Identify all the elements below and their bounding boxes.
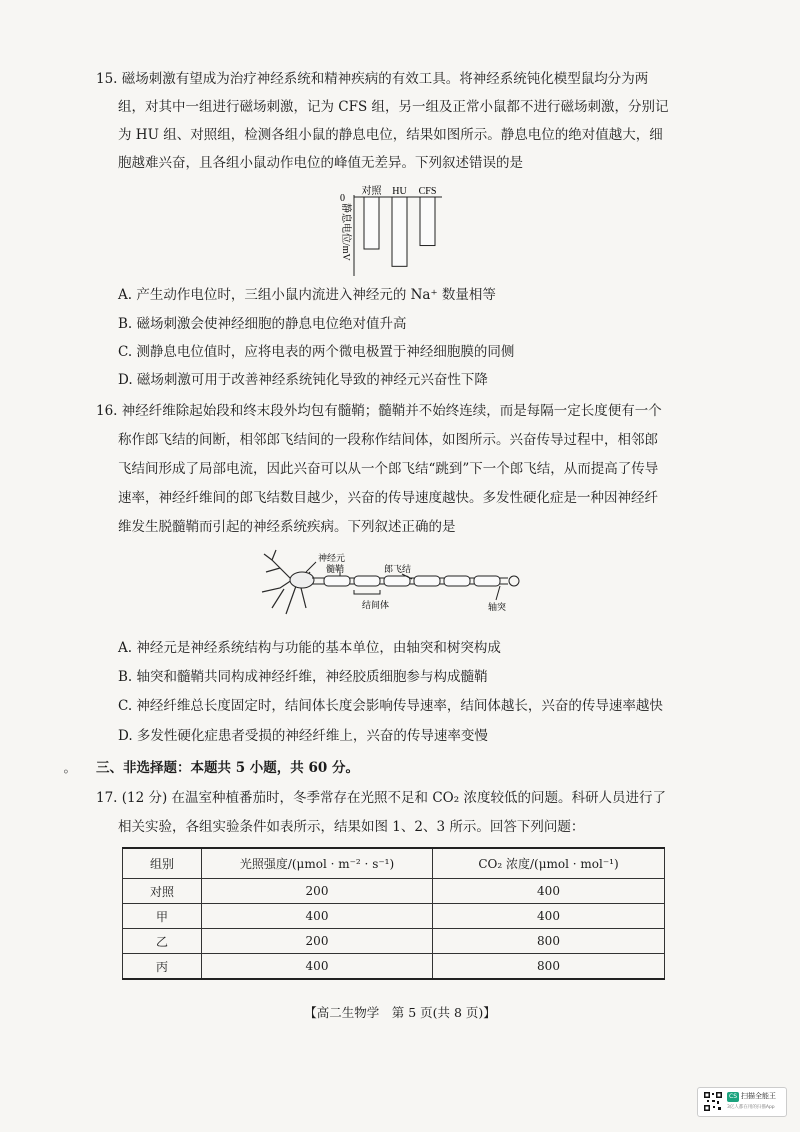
q17-line-2: 相关实验，各组实验条件如表所示，结果如图 1、2、3 所示。回答下列问题： — [118, 819, 585, 835]
neuron-diagram — [250, 548, 540, 622]
conditions-table — [122, 847, 665, 980]
internode-bracket — [354, 590, 380, 594]
bar-2 — [420, 197, 435, 246]
q15-option-b: B. 磁场刺激会使神经细胞的静息电位绝对值升高 — [118, 316, 407, 332]
label-internode: 结间体 — [362, 601, 390, 611]
cell-group: 乙 — [123, 929, 202, 954]
q15-line-2: 组，对其中一组进行磁场刺激，记为 CFS 组，另一组及正常小鼠都不进行磁场刺激，分别记 — [118, 99, 669, 115]
cell-light: 400 — [202, 954, 433, 980]
qr-code-icon — [703, 1091, 723, 1112]
category-label-1: HU — [392, 186, 407, 197]
q16-line-3: 飞结间形成了局部电流，因此兴奋可以从一个郎飞结“跳到”下一个郎飞结，从而提高了传导 — [118, 461, 659, 477]
category-label-0: 对照 — [361, 186, 382, 197]
category-label-2: CFS — [418, 186, 437, 197]
cs-logo: CS — [729, 1093, 737, 1100]
q17-line-1: 17. (12 分) 在温室种植番茄时，冬季常存在光照不足和 CO₂ 浓度较低的问题。科研人员进行了 — [96, 790, 666, 806]
q15-line-1: 15. 磁场刺激有望成为治疗神经系统和精神疾病的有效工具。将神经系统钝化模型鼠均分为两 — [96, 71, 649, 87]
q16-line-1: 16. 神经纤维除起始段和终末段外均包有髓鞘；髓鞘并不始终连续，而是每隔一定长度便有一个 — [96, 403, 662, 419]
q15-option-c: C. 测静息电位值时，应将电表的两个微电极置于神经细胞膜的同侧 — [118, 344, 515, 360]
q16-option-a: A. 神经元是神经系统结构与功能的基本单位，由轴突和树突构成 — [118, 640, 501, 656]
label-node: 郎飞结 — [384, 565, 412, 575]
section-title: 三、非选择题：本题共 5 小题，共 60 分。 — [96, 760, 359, 776]
q15-option-a: A. 产生动作电位时，三组小鼠内流进入神经元的 Na⁺ 数量相等 — [118, 287, 496, 303]
header-group: 组别 — [123, 848, 202, 879]
table-header-row — [123, 848, 665, 879]
myelin-segment — [384, 576, 410, 586]
q16-line-4: 速率，神经纤维间的郎飞结数目越少，兴奋的传导速度越快。多发性硬化症是一种因神经纤 — [118, 490, 658, 506]
cell-light: 400 — [202, 904, 433, 929]
chart-ylabel: 静息电位/mV — [340, 203, 351, 261]
cell-co2: 400 — [433, 904, 665, 929]
q15-line-3: 为 HU 组、对照组，检测各组小鼠的静息电位，结果如图所示。静息电位的绝对值越大，细 — [118, 127, 663, 143]
cell-group: 丙 — [123, 954, 202, 980]
myelin-segment — [354, 576, 380, 586]
cell-group: 对照 — [123, 879, 202, 904]
cell-group: 甲 — [123, 904, 202, 929]
label-axon-terminal: 轴突 — [488, 603, 507, 613]
q16-option-c: C. 神经纤维总长度固定时，结间体长度会影响传导速率，结间体越长，兴奋的传导速率越快 — [118, 698, 663, 714]
badge-subtitle: 3亿人都在用的扫描App — [727, 1105, 775, 1110]
resting-potential-chart — [330, 181, 450, 281]
myelin-segment — [474, 576, 500, 586]
q16-option-d: D. 多发性硬化症患者受损的神经纤维上，兴奋的传导速率变慢 — [118, 728, 488, 744]
q15-option-d: D. 磁场刺激可用于改善神经系统钝化导致的神经元兴奋性下降 — [118, 372, 488, 388]
q16-option-b: B. 轴突和髓鞘共同构成神经纤维，神经胶质细胞参与构成髓鞘 — [118, 669, 488, 685]
table-row — [123, 954, 665, 980]
bar-1 — [392, 197, 407, 266]
label-myelin: 髓鞘 — [326, 565, 345, 575]
cell-body — [290, 572, 314, 588]
badge-title: 扫描全能王 — [741, 1092, 776, 1100]
cell-co2: 800 — [433, 954, 665, 980]
axon-terminal — [509, 576, 519, 586]
label-neuron: 神经元 — [318, 554, 346, 564]
myelin-segment — [324, 576, 350, 586]
header-co2: CO₂ 浓度/(μmol · mol⁻¹) — [433, 848, 665, 879]
q15-line-4: 胞越难兴奋，且各组小鼠动作电位的峰值无差异。下列叙述错误的是 — [118, 155, 523, 171]
page-footer: 【高二生物学 第 5 页(共 8 页)】 — [304, 1005, 496, 1020]
scanner-badge — [697, 1087, 787, 1117]
table-row — [123, 904, 665, 929]
margin-mark: ⸰ — [63, 767, 69, 778]
neuron-pointer — [306, 562, 316, 572]
q16-line-2: 称作郎飞结的间断，相邻郎飞结间的一段称作结间体，如图所示。兴奋传导过程中，相邻郎 — [118, 432, 658, 448]
axon-terminal-pointer — [496, 586, 500, 600]
table-row — [123, 879, 665, 904]
cell-co2: 400 — [433, 879, 665, 904]
myelin-segment — [444, 576, 470, 586]
cell-co2: 800 — [433, 929, 665, 954]
chart-zero-label: 0 — [340, 193, 345, 204]
q16-line-5: 维发生脱髓鞘而引起的神经系统疾病。下列叙述正确的是 — [118, 519, 456, 535]
table-row — [123, 929, 665, 954]
cell-light: 200 — [202, 879, 433, 904]
bar-0 — [364, 197, 379, 249]
cell-light: 200 — [202, 929, 433, 954]
myelin-segment — [414, 576, 440, 586]
header-light: 光照强度/(μmol · m⁻² · s⁻¹) — [202, 848, 433, 879]
